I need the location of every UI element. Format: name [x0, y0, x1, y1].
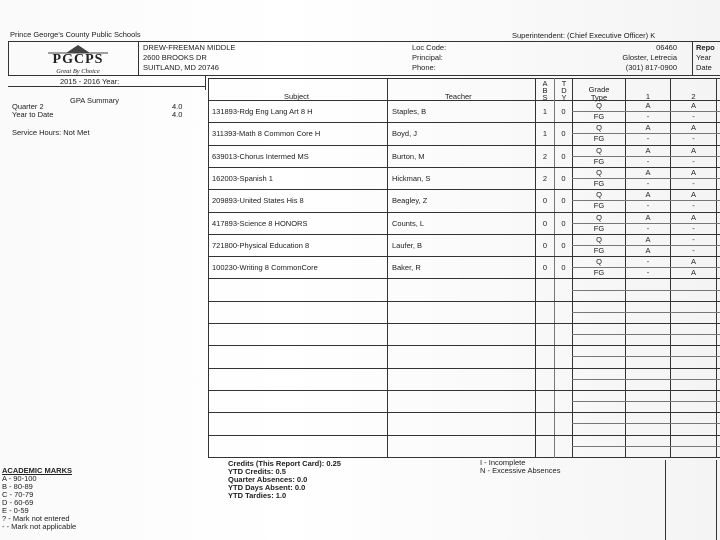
grade-type-q: Q	[596, 257, 602, 266]
grade-subrow-divider	[572, 312, 720, 313]
row-divider	[208, 323, 720, 324]
report-box-year: Year	[696, 53, 712, 62]
academic-mark-item: B - 80-89	[2, 482, 33, 491]
course-absences: 0	[542, 219, 548, 228]
school-street: 2600 BROOKS DR	[143, 53, 207, 62]
course-absences: 1	[542, 107, 548, 116]
course-teacher: Baker, R	[392, 263, 421, 272]
course-teacher: Boyd, J	[392, 129, 418, 138]
course-teacher: Counts, L	[392, 219, 425, 228]
school-year: 2015 - 2016 Year:	[60, 77, 120, 86]
academic-marks-title: ACADEMIC MARKS	[2, 466, 72, 475]
grade-type-fg: FG	[593, 179, 605, 188]
grade-type-q: Q	[596, 235, 602, 244]
course-subject: 417893-Science 8 HONORS	[212, 219, 308, 228]
quarter-2-grade: A	[690, 146, 696, 155]
quarter-2-final: -	[692, 157, 695, 166]
district-name: Prince George's County Public Schools	[10, 30, 141, 39]
quarter-1-grade: A	[645, 123, 651, 132]
course-absences: 2	[542, 152, 548, 161]
grade-type-q: Q	[596, 146, 602, 155]
grade-subrow-divider	[572, 423, 720, 424]
quarter-1-grade: -	[646, 257, 650, 266]
quarter-1-grade: A	[645, 101, 651, 110]
quarter-1-final: A	[645, 246, 651, 255]
grade-type-q: Q	[596, 168, 602, 177]
pgcps-logo	[28, 44, 128, 74]
grade-type-fg: FG	[593, 268, 605, 277]
quarter-1-final: -	[646, 112, 650, 121]
grade-type-fg: FG	[593, 112, 605, 121]
absences-header: A B S	[542, 79, 548, 102]
course-teacher: Beagley, Z	[392, 196, 428, 205]
grade-subrow-divider	[572, 379, 720, 380]
course-teacher: Staples, B	[392, 107, 427, 116]
course-absences: 2	[542, 174, 548, 183]
grade-subrow-divider	[572, 356, 720, 357]
grade-type-fg: FG	[593, 157, 605, 166]
quarter-1-grade: A	[645, 235, 651, 244]
course-absences: 0	[542, 241, 548, 250]
grade-type-fg: FG	[593, 246, 605, 255]
course-teacher: Burton, M	[392, 152, 425, 161]
quarter-1-final: -	[646, 268, 650, 277]
school-name: DREW-FREEMAN MIDDLE	[143, 43, 236, 52]
row-divider	[208, 301, 720, 302]
quarter-2-grade: A	[690, 257, 696, 266]
quarter-2-grade: A	[690, 168, 696, 177]
course-subject: 639013-Chorus Intermed MS	[212, 152, 309, 161]
quarter-2-final: -	[692, 246, 695, 255]
quarter-1-grade: A	[645, 168, 651, 177]
row-divider	[208, 278, 720, 279]
credits-report-card: Credits (This Report Card): 0.25	[228, 459, 341, 468]
row-divider	[208, 390, 720, 391]
course-tardies: 0	[561, 241, 566, 250]
course-tardies: 0	[561, 107, 566, 116]
quarter-2-grade: A	[690, 213, 696, 222]
quarter-2-grade: A	[690, 190, 696, 199]
grade-type-q: Q	[596, 190, 602, 199]
grade-subrow-divider	[572, 401, 720, 402]
quarter-1-header: 1	[645, 92, 651, 101]
academic-mark-item: - - Mark not applicable	[2, 522, 77, 531]
course-absences: 0	[542, 196, 548, 205]
course-tardies: 0	[561, 219, 566, 228]
ytd-tardies: YTD Tardies: 1.0	[228, 491, 287, 500]
grade-type-fg: FG	[593, 224, 605, 233]
row-divider	[208, 435, 720, 436]
loc-code-label: Loc Code:	[412, 43, 447, 52]
academic-mark-item: A - 90-100	[2, 474, 37, 483]
course-subject: 721800-Physical Education 8	[212, 241, 310, 250]
grade-subrow-divider	[572, 446, 720, 447]
gpa-q2-value: 4.0	[172, 102, 183, 111]
quarter-absences: Quarter Absences: 0.0	[228, 475, 308, 484]
phone-label: Phone:	[412, 63, 436, 72]
grade-type-fg: FG	[593, 201, 605, 210]
course-tardies: 0	[561, 152, 566, 161]
report-box-title: Repo	[696, 43, 715, 52]
course-absences: 0	[542, 263, 548, 272]
academic-mark-item: D - 60-69	[2, 498, 34, 507]
principal-label: Principal:	[412, 53, 443, 62]
grade-type-fg: FG	[593, 134, 605, 143]
gpa-summary-title: GPA Summary	[70, 96, 120, 105]
ytd-credits: YTD Credits: 0.5	[228, 467, 286, 476]
course-absences: 1	[542, 129, 548, 138]
quarter-2-final: -	[692, 179, 695, 188]
grade-type-q: Q	[596, 101, 602, 110]
quarter-2-final: -	[692, 201, 695, 210]
row-divider	[208, 368, 720, 369]
course-tardies: 0	[561, 174, 566, 183]
superintendent: Superintendent: (Chief Executive Officer) K	[512, 31, 656, 40]
service-hours: Service Hours: Not Met	[12, 128, 90, 137]
course-tardies: 0	[561, 196, 566, 205]
quarter-1-grade: A	[645, 213, 651, 222]
principal-value: Gloster, Letrecia	[622, 53, 677, 62]
loc-code-value: 06460	[656, 43, 677, 52]
course-subject: 311393-Math 8 Common Core H	[212, 129, 321, 138]
logo-tagline: Great By Choice	[56, 68, 100, 75]
gpa-ytd-value: 4.0	[172, 110, 183, 119]
quarter-1-final: -	[646, 201, 650, 210]
logo-wordmark: PGCPS	[52, 52, 104, 67]
academic-mark-item: ? - Mark not entered	[2, 514, 70, 523]
report-box-date: Date	[696, 63, 712, 72]
quarter-1-final: -	[646, 134, 650, 143]
school-city: SUITLAND, MD 20746	[143, 63, 219, 72]
quarter-1-final: -	[646, 224, 650, 233]
quarter-2-final: -	[692, 112, 695, 121]
subject-header: Subject	[284, 92, 310, 101]
quarter-2-grade: A	[690, 123, 696, 132]
phone-value: (301) 817-0900	[625, 63, 677, 72]
legend-incomplete: I - Incomplete	[480, 458, 526, 467]
quarter-1-grade: A	[645, 146, 651, 155]
quarter-2-final: A	[690, 268, 696, 277]
course-tardies: 0	[561, 263, 566, 272]
tardies-header: T D Y	[561, 79, 567, 102]
quarter-2-grade: A	[690, 101, 696, 110]
quarter-1-final: -	[646, 157, 650, 166]
quarter-1-grade: A	[645, 190, 651, 199]
quarter-2-grade: -	[692, 235, 695, 244]
course-teacher: Hickman, S	[392, 174, 431, 183]
quarter-1-final: -	[646, 179, 650, 188]
course-subject: 100230-Writing 8 CommonCore	[212, 263, 318, 272]
course-subject: 131893-Rdg Eng Lang Art 8 H	[212, 107, 313, 116]
grade-type-q: Q	[596, 213, 602, 222]
row-divider	[208, 345, 720, 346]
row-divider	[208, 412, 720, 413]
grade-type-q: Q	[596, 123, 602, 132]
grade-subrow-divider	[572, 290, 720, 291]
course-teacher: Laufer, B	[392, 241, 423, 250]
course-subject: 162003-Spanish 1	[212, 174, 273, 183]
academic-mark-item: E - 0-59	[2, 506, 29, 515]
course-subject: 209893-United States His 8	[212, 196, 304, 205]
gpa-ytd-label: Year to Date	[12, 110, 54, 119]
quarter-2-final: -	[692, 134, 695, 143]
quarter-2-header: 2	[691, 92, 696, 101]
grade-type-header: Grade Type	[588, 85, 610, 102]
course-tardies: 0	[561, 129, 566, 138]
ytd-days-absent: YTD Days Absent: 0.0	[228, 483, 306, 492]
teacher-header: Teacher	[445, 92, 472, 101]
quarter-2-final: -	[692, 224, 695, 233]
academic-mark-item: C - 70-79	[2, 490, 34, 499]
grade-subrow-divider	[572, 334, 720, 335]
legend-excessive: N - Excessive Absences	[480, 466, 561, 475]
gpa-q2-label: Quarter 2	[12, 102, 44, 111]
